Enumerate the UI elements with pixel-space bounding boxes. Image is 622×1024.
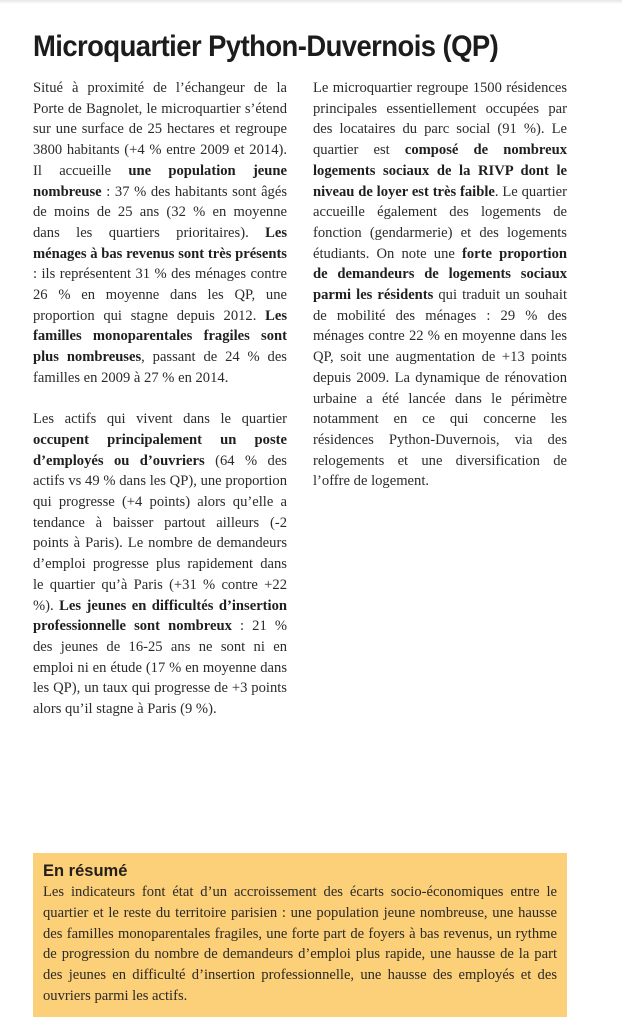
emphasis-text: Les ménages à bas revenus sont très présents bbox=[33, 224, 287, 262]
summary-title: En résumé bbox=[43, 862, 128, 880]
left-column bbox=[33, 78, 287, 740]
body-text: Les actifs qui vivent dans le quartier bbox=[33, 411, 287, 428]
body-text: qui traduit un souhait de mobilité des ménages : 29 % des ménages contre 22 % en moyenne dans les QP, soit une augmentation de +13 points depuis 2009. La dynamique de rénovation urbaine a été lancée dans le périmètre notamment en ce qui concerne les résidences Python-Duvernois, via des relogements et une diversification de l’offre de logement. bbox=[313, 287, 567, 490]
summary-text: Les indicateurs font état d’un accroissement des écarts socio-économiques entre le quartier et le reste du territoire parisien : une population jeune nombreuse, une hausse des familles monoparentales fragiles, une forte part de foyers à bas revenus, un rythme de progression du nombre de demandeurs d’emploi plus rapide, une hausse de la part des jeunes en difficulté d’insertion professionnelle, une hausse des employés et des ouvriers parmi les actifs. bbox=[43, 884, 557, 1004]
body-text: : ils représentent 31 % des ménages contre 26 % en moyenne dans les QP, une proportion qui stagne depuis 2012. bbox=[33, 266, 287, 324]
summary-box bbox=[33, 853, 567, 1017]
body-text: (64 % des actifs vs 49 % dans les QP), une proportion qui progresse (+4 points) alors qu’elle a tendance à baisser partout ailleurs (-2 points à Paris). Le nombre de demandeurs d’emploi progresse plus rapidement dans le quartier qu’à Paris (+31 % contre +22 %). bbox=[33, 452, 287, 614]
right-column bbox=[313, 78, 567, 513]
body-text: : 37 % des habitants sont âgés de moins de 25 ans (32 % en moyenne dans les quartiers prioritaires). bbox=[33, 183, 287, 241]
paragraph-housing bbox=[313, 78, 567, 492]
emphasis-text: une population jeune nombreuse bbox=[33, 162, 287, 200]
body-text: . Le quartier accueille également des logements de fonction (gendarmerie) et des logements étudiants. On note une bbox=[313, 183, 567, 262]
emphasis-text: Les jeunes en difficultés d’insertion professionnelle sont nombreux bbox=[33, 597, 287, 635]
emphasis-text: occupent principalement un poste d’employés ou d’ouvriers bbox=[33, 431, 287, 469]
body-text: Le microquartier regroupe 1500 résidences principales essentiellement occupées par des locataires du parc social (91 %). Le quartier est bbox=[313, 80, 567, 159]
body-text: Situé à proximité de l’échangeur de la Porte de Bagnolet, le microquartier s’étend sur une surface de 25 hectares et regroupe 3800 habitants (+4 % entre 2009 et 2014). Il accueille bbox=[33, 80, 287, 179]
paragraph-population bbox=[33, 78, 287, 389]
emphasis-text: forte proportion de demandeurs de logements sociaux parmi les résidents bbox=[313, 245, 567, 304]
body-text: : 21 % des jeunes de 16-25 ans ne sont ni en emploi ni en étude (17 % en moyenne dans les QP), un taux qui progresse de +3 points alors qu’il stagne à Paris (9 %). bbox=[33, 618, 287, 718]
page-title: Microquartier Python-Duvernois (QP) bbox=[33, 29, 499, 63]
top-edge-shadow bbox=[0, 0, 622, 4]
body-text: , passant de 24 % des familles en 2009 à 27 % en 2014. bbox=[33, 349, 287, 386]
paragraph-employment bbox=[33, 409, 287, 720]
emphasis-text: composé de nombreux logements sociaux de la RIVP dont le niveau de loyer est très faible bbox=[313, 142, 568, 200]
emphasis-text: Les familles monoparentales fragiles sont plus nombreuses bbox=[33, 307, 287, 366]
